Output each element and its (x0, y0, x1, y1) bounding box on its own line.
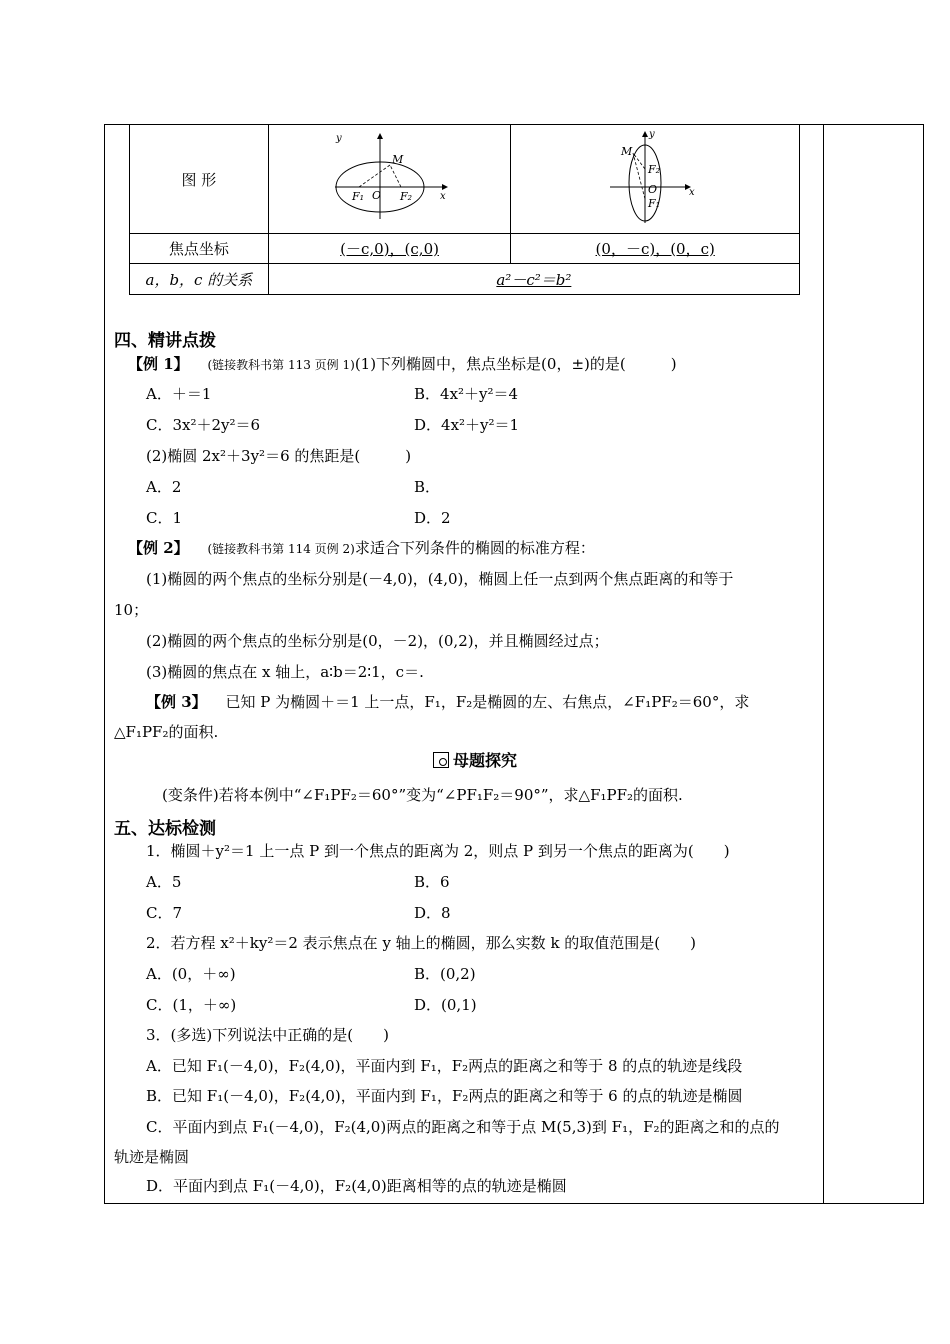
option-b: B．(0,2) (414, 965, 476, 983)
question-2: 2．若方程 x²＋ky²＝2 表示焦点在 y 轴上的椭圆，那么实数 k 的取值范围是( ) (146, 934, 697, 952)
option-d: D．(0,1) (414, 996, 477, 1014)
axis-label-y: y (649, 129, 655, 140)
mother-problem-text: (变条件)若将本例中“∠F₁PF₂＝60°”变为“∠PF₁F₂＝90°”，求△F₁PF₂的面积. (162, 786, 683, 804)
margin-column-divider (823, 124, 824, 1204)
axis-label-y: y (335, 133, 342, 144)
focus-label-f1: F₁ (351, 190, 364, 203)
focus-coords-horizontal: (－c,0)，(c,0) (340, 240, 439, 258)
option-d: D．2 (414, 509, 451, 527)
option-a: A．5 (146, 873, 182, 891)
axis-label-x: x (439, 191, 446, 202)
textbook-link: (链接教科书第 114 页例 2) (207, 542, 355, 556)
sub-question-cont: 10； (114, 601, 149, 619)
table-row-label: a，b，c 的关系 (130, 264, 269, 295)
option-b: B．已知 F₁(－4,0)，F₂(4,0)，平面内到 F₁，F₂两点的距离之和等于 6 的点的轨迹是椭圆 (146, 1087, 743, 1105)
option-b: B．6 (414, 873, 450, 891)
figure-vertical-ellipse (511, 125, 800, 234)
option-c: C．7 (146, 904, 183, 922)
option-b: B．4x²＋y²＝4 (414, 385, 519, 403)
vertical-ellipse-diagram (605, 127, 705, 227)
example-2-header (128, 537, 595, 558)
option-a: A．＋＝1 (146, 385, 212, 403)
option-d: D．4x²＋y²＝1 (414, 416, 520, 434)
question-1: 1．椭圆＋y²＝1 上一点 P 到一个焦点的距离为 2，则点 P 到另一个焦点的距离为( ) (146, 842, 730, 860)
horizontal-ellipse-diagram (330, 129, 450, 225)
table-row-label: 图 形 (130, 125, 269, 234)
question-text: 求适合下列条件的椭圆的标准方程： (354, 539, 595, 557)
sub-question: (2)椭圆的两个焦点的坐标分别是(0，－2)，(0,2)，并且椭圆经过点； (146, 632, 609, 650)
option-a: A．(0，＋∞) (146, 965, 236, 983)
option-a: A．已知 F₁(－4,0)，F₂(4,0)，平面内到 F₁，F₂两点的距离之和等于 8 的点的轨迹是线段 (146, 1057, 743, 1075)
question-3: 3．(多选)下列说法中正确的是( ) (146, 1026, 389, 1044)
section-heading-4: 四、精讲点拨 (114, 331, 216, 351)
focus-coords-vertical: (0，－c)，(0，c) (595, 240, 715, 258)
question-text-cont: △F₁PF₂的面积. (114, 723, 219, 741)
origin-label: O (648, 183, 658, 196)
example-tag: 【例 1】 (128, 355, 189, 373)
question-text: (2)椭圆 2x²＋3y²＝6 的焦距是( ) (146, 447, 412, 465)
sub-question: (3)椭圆的焦点在 x 轴上，a∶b＝2∶1，c＝. (146, 663, 424, 681)
option-c: C．1 (146, 509, 183, 527)
option-c: C．3x²＋2y²＝6 (146, 416, 261, 434)
figure-horizontal-ellipse (268, 125, 511, 234)
focus-label-f2: F₂ (399, 190, 412, 203)
mother-problem-title: 母题探究 (0, 748, 950, 771)
focus-label-f1: F₁ (648, 197, 661, 210)
option-c-cont: 轨迹是椭圆 (114, 1148, 190, 1166)
point-label-m: M (391, 153, 403, 166)
question-text: (1)下列椭圆中，焦点坐标是(0，±)的是( ) (354, 355, 677, 373)
origin-label: O (371, 189, 381, 202)
option-c: C．平面内到点 F₁(－4,0)，F₂(4,0)两点的距离之和等于点 M(5,3)到 F₁，F₂的距离之和的点的 (146, 1118, 780, 1136)
option-d: D．平面内到点 F₁(－4,0)，F₂(4,0)距离相等的点的轨迹是椭圆 (146, 1177, 567, 1195)
example-3-header (146, 691, 749, 712)
option-c: C．(1，＋∞) (146, 996, 237, 1014)
option-a: A．2 (146, 478, 182, 496)
section-heading-5: 五、达标检测 (114, 819, 216, 839)
option-b: B． (414, 478, 441, 496)
textbook-link: (链接教科书第 113 页例 1) (207, 358, 355, 372)
question-text: 已知 P 为椭圆＋＝1 上一点，F₁，F₂是椭圆的左、右焦点，∠F₁PF₂＝60°，求 (225, 693, 750, 711)
example-tag: 【例 2】 (128, 539, 189, 557)
abc-relation: a²－c²＝b² (496, 270, 572, 289)
search-doc-icon (433, 752, 449, 768)
sub-question: (1)椭圆的两个焦点的坐标分别是(－4,0)，(4,0)，椭圆上任一点到两个焦点距离的和等于 (146, 570, 734, 588)
axis-label-x: x (689, 187, 695, 198)
example-tag: 【例 3】 (146, 693, 207, 711)
option-d: D．8 (414, 904, 451, 922)
focus-label-f2: F₂ (648, 163, 661, 176)
ellipse-properties-table (129, 124, 800, 295)
point-label-m: M (621, 145, 633, 158)
example-1-header (128, 353, 677, 374)
table-row-label: 焦点坐标 (130, 234, 269, 264)
